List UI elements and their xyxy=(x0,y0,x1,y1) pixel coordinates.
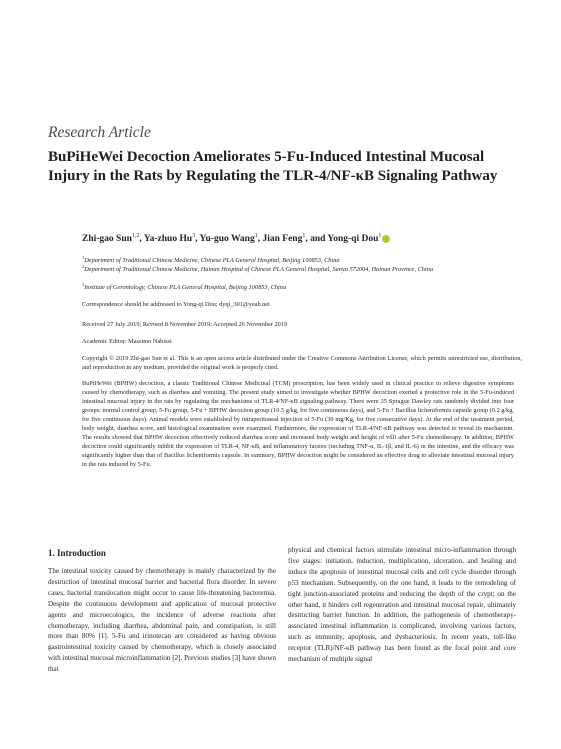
orcid-icon[interactable] xyxy=(382,235,390,243)
author-name: Yu-guo Wang xyxy=(199,234,255,245)
academic-editor: Academic Editor: Massimo Nabissi xyxy=(82,338,172,345)
author-name: Jian Feng xyxy=(262,234,303,245)
author-affiliation-mark: 1 xyxy=(254,233,258,239)
dates: Received 27 July 2019; Revised 8 November 2019; Accepted 26 November 2019 xyxy=(82,321,288,328)
abstract xyxy=(82,379,514,469)
author-list: Zhi-gao Sun$^{1,2}$, Ya-zhuo Hu$^3$, Yu-guo Wang$^1$, Jian Feng$^1$, and Yong-qi Dou$^1$ xyxy=(82,233,482,244)
author-affiliation-mark: 3 xyxy=(192,233,196,239)
intro-paragraph-2: physical and chemical factors stimulate intestinal micro-inflammation through five stages: initiation, induction, multiplication, ulceration, and healing and induce the apoptosis of intestinal mucosal cells and cell cycle disorder through p53 mechanism. Subsequently, on the one hand, it leads to the remodeling of tight junction-associated proteins and reducing the depth of the crypt; on the other hand, it hinders cell regeneration and intestinal mucosal repair, ultimately destructing barrier function. In addition, the pathogenesis of chemotherapy-associated intestinal inflammation is complicated, involving various factors, such as immunity, apoptosis, and dysbacteriosis. In recent years, toll-like receptor (TLR)/NF-κB pathway has been found as the focal point and core mechanism of multiple signal xyxy=(288,546,516,664)
abstract-text: BuPiHeWei (BPHW) decoction, a classic Traditional Chinese Medicinal (TCM) prescription, has been widely used in clinical practice to relieve digestive symptoms caused by chemotherapy, such as diarrhea and vomiting. The present study aimed to investigate whether BPHW decoction exerted a protective role in the 5-Fu-induced intestinal mucosal injury in the rats by regulating the mechanisms of TLR-4/NF-κB signaling pathway. There were 35 Sprague Dawley rats randomly divided into four groups: normal control group, 5-Fu group, 5-Fu + BPHW decoction group (10.5 g/kg, for five continuous days), and 5-Fu + Bacillus licheniformis capsule group (0.2 g/kg, for five continuous days). Animal models were established by intraperitoneal injection of 5-Fu (30 mg/Kg, for five consecutive days). At the end of the treatment period, body weight, diarrhea score, and histological examination were examined. Furthermore, the expression of TLR-4/NF-κB pathway was detected to reveal its mechanism. The results showed that BPHW decoction effectively reduced diarrhea score and increased body weight and height of villi after 5-Fu chemotherapy. In addition, BPHW decoction could significantly inhibit the expression of TLR-4, NF-κB, and inflammatory factors (including TNF-α, IL-1β, and IL-6) in the intestine, and the efficacy was significantly higher than that of Bacillus licheniformis capsule. In summary, BPHW decoction might be considered an effective drug to alleviate intestinal mucosal injury in the rats induced by 5-Fu. xyxy=(82,380,514,469)
author-name: Zhi-gao Sun xyxy=(82,234,132,245)
paper-title: BuPiHeWei Decoction Ameliorates 5-Fu-Induced Intestinal Mucosal Injury in the Rats by Regulating the TLR-4/NF-κB Signaling Pathway xyxy=(48,149,498,184)
affiliation-1: $^1$Department of Traditional Chinese Medicine, Chinese PLA General Hospital, Beijing 100853, China xyxy=(82,255,340,265)
affiliation-3: $^3$Institute of Gerontology, Chinese PLA General Hospital, Beijing 100853, China xyxy=(82,282,287,292)
author-name: Ya-zhuo Hu xyxy=(143,234,193,245)
author-name: Yong-qi Dou xyxy=(327,234,379,245)
intro-column-1 xyxy=(48,566,276,675)
intro-column-2 xyxy=(288,545,516,665)
intro-paragraph-1: The intestinal toxicity caused by chemotherapy is mainly characterized by the destruction of intestinal mucosal barrier and bacterial flora disorder. In severe cases, bacterial translocation might occur to cause life-threatening bacteremia. Despite the continuous development and application of mucosal protective agents and microecologics, the incidence of adverse reactions after chemotherapy, including diarrhea, abdominal pain, and constipation, is still more than 80% [1]. 5-Fu and irinotecan are considered as having obvious gastrointestinal toxicity caused by chemotherapy, which is closely associated with intestinal mucosal microinflammation [2]. Previous studies [3] have shown that xyxy=(48,567,276,674)
correspondence: Correspondence should be addressed to Yong-qi Dou; dyqi_301@yeah.net xyxy=(82,301,270,308)
article-type: Research Article xyxy=(48,124,151,141)
section-heading: 1. Introduction xyxy=(48,548,106,558)
author-affiliation-mark: 1 xyxy=(302,233,306,239)
author-affiliation-mark: 1 xyxy=(378,233,382,239)
copyright: Copyright © 2019 Zhi-gao Sun et al. This is an open access article distributed under the Creative Commons Attribution License, which permits unrestricted use, distribution, and reproduction in any medium, provided the original work is properly cited. xyxy=(82,355,522,371)
author-affiliation-mark: 1,2 xyxy=(131,233,140,239)
affiliation-2: $^2$Department of Traditional Chinese Medicine, Hainan Hospital of Chinese PLA General Hospital, Sanya 572004, Hainan Province, China xyxy=(82,264,434,274)
